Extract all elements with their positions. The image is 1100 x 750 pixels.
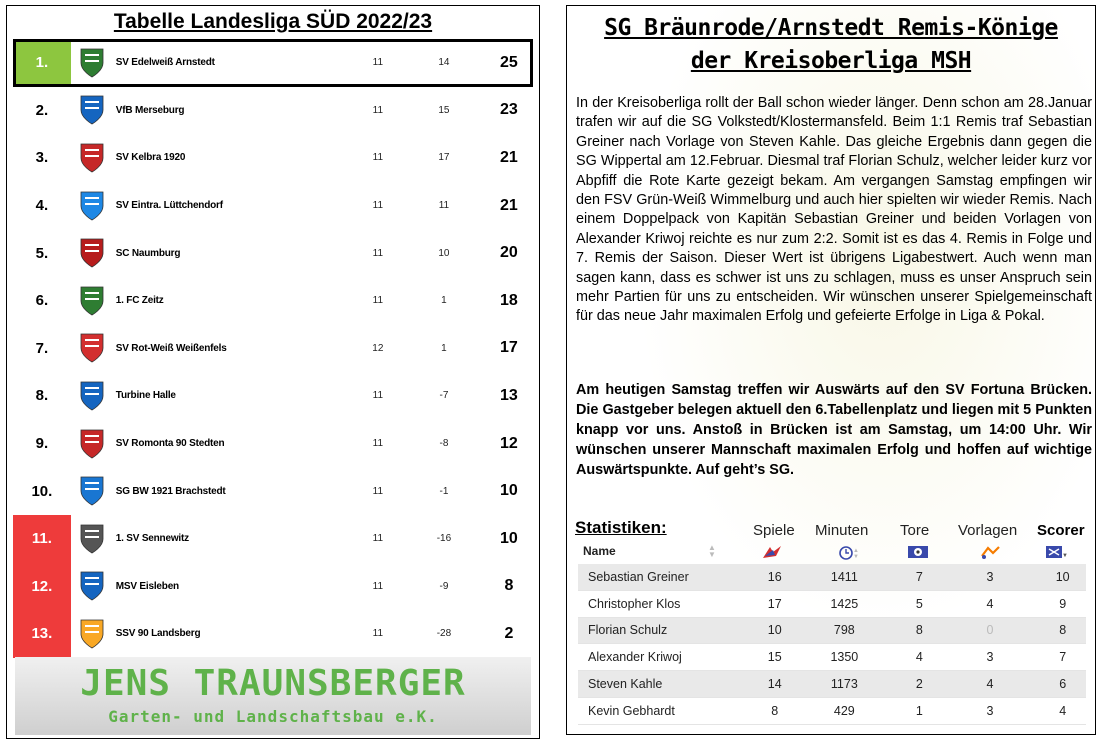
points: 2 xyxy=(504,624,514,642)
stats-row xyxy=(578,644,1086,671)
goal-difference: 10 xyxy=(438,247,450,259)
league-table-panel xyxy=(6,5,540,739)
stats-row xyxy=(578,698,1086,725)
stat-minutes: 1350 xyxy=(830,650,859,665)
stat-games: 15 xyxy=(767,650,782,665)
stats-row xyxy=(578,564,1086,591)
stat-goals: 4 xyxy=(915,650,923,665)
goals-icon xyxy=(907,544,929,560)
league-table-row xyxy=(13,277,533,325)
stat-games: 17 xyxy=(767,596,782,611)
points: 12 xyxy=(500,434,518,452)
stat-minutes: 1425 xyxy=(830,596,859,611)
rank-cell: 6. xyxy=(35,292,49,310)
club-crest-icon xyxy=(79,474,106,508)
team-name: SG BW 1921 Brachstedt xyxy=(115,485,226,497)
stat-assists: 3 xyxy=(986,703,994,718)
goal-difference: 17 xyxy=(438,152,450,164)
stats-row xyxy=(578,618,1086,645)
games-played: 11 xyxy=(372,104,384,116)
league-table-row xyxy=(13,182,533,230)
club-crest-icon xyxy=(79,189,106,223)
stat-goals: 5 xyxy=(915,596,923,611)
rank-cell: 2. xyxy=(35,101,49,119)
stat-scorer: 9 xyxy=(1059,596,1067,611)
stats-row xyxy=(578,591,1086,618)
stat-goals: 1 xyxy=(915,703,923,718)
rank-cell: 8. xyxy=(35,387,49,405)
scorer-icon xyxy=(1045,544,1067,560)
player-name: Florian Schulz xyxy=(588,623,668,638)
article-title-line-1: SG Bräunrode/Arnstedt Remis-Könige xyxy=(604,15,1058,41)
games-played: 11 xyxy=(372,295,384,307)
goal-difference: -8 xyxy=(439,438,449,450)
league-table-row xyxy=(13,467,533,515)
stat-games: 10 xyxy=(767,623,782,638)
league-table-row xyxy=(13,610,533,658)
points: 17 xyxy=(500,339,518,357)
stat-minutes: 429 xyxy=(833,703,855,718)
goal-difference: -9 xyxy=(439,580,449,592)
stat-games: 8 xyxy=(771,703,779,718)
points: 10 xyxy=(500,482,518,500)
assists-icon xyxy=(980,544,1002,560)
stat-assists: 3 xyxy=(986,569,994,584)
league-table xyxy=(13,39,533,658)
stat-goals: 8 xyxy=(915,623,923,638)
club-crest-icon xyxy=(79,236,106,270)
rank-cell: 11. xyxy=(13,515,71,563)
games-played: 11 xyxy=(372,57,384,69)
points: 23 xyxy=(500,101,518,119)
club-crest-icon xyxy=(79,331,106,365)
sponsor-banner xyxy=(15,657,531,735)
team-name: SSV 90 Landsberg xyxy=(115,628,201,640)
team-name: SV Rot-Weiß Weißenfels xyxy=(115,342,227,354)
rank-cell: 5. xyxy=(35,244,49,262)
stat-scorer: 4 xyxy=(1059,703,1067,718)
league-table-row xyxy=(13,229,533,277)
goal-difference: 1 xyxy=(441,295,447,307)
team-name: SC Naumburg xyxy=(115,247,181,259)
minutes-icon xyxy=(837,544,859,560)
col-name-header[interactable]: Name xyxy=(583,544,616,558)
games-played: 11 xyxy=(372,390,384,402)
games-played: 11 xyxy=(372,485,384,497)
stat-scorer: 7 xyxy=(1059,650,1067,665)
games-played: 12 xyxy=(372,342,384,354)
stat-games: 14 xyxy=(767,677,782,692)
player-name: Christopher Klos xyxy=(588,596,681,611)
stat-assists: 4 xyxy=(986,596,994,611)
svg-text:▼: ▼ xyxy=(1062,553,1068,559)
league-table-row xyxy=(13,372,533,420)
col-scorer-header[interactable]: Scorer xyxy=(1037,522,1085,539)
col-games-header[interactable]: Spiele xyxy=(753,522,795,539)
stat-scorer: 6 xyxy=(1059,677,1067,692)
points: 10 xyxy=(500,529,518,547)
team-name: VfB Merseburg xyxy=(115,104,185,116)
team-name: SV Edelweiß Arnstedt xyxy=(115,57,215,69)
stat-assists: 0 xyxy=(986,623,994,638)
points: 25 xyxy=(500,53,518,71)
stat-minutes: 1173 xyxy=(830,677,858,692)
svg-text:▼: ▼ xyxy=(853,554,859,560)
points: 20 xyxy=(500,244,518,262)
league-table-row xyxy=(13,420,533,468)
stat-scorer: 10 xyxy=(1055,569,1070,584)
stats-table xyxy=(578,564,1086,725)
team-name: 1. SV Sennewitz xyxy=(115,533,189,545)
rank-cell: 1. xyxy=(13,39,71,87)
rank-cell: 4. xyxy=(35,197,49,215)
stat-assists: 4 xyxy=(986,677,994,692)
stat-goals: 2 xyxy=(915,677,923,692)
stats-title: Statistiken: xyxy=(575,518,667,537)
games-played: 11 xyxy=(372,152,384,164)
article-body: In der Kreisoberliga rollt der Ball schon wieder länger. Denn schon am 28.Januar trafen wir auf die SG Volkstedt/Klostermansfeld. Beim 1:1 Remis traf Sebastian Greiner nach Vorlage von Steven Kahle. Das gleiche Ergebnis dann gegen die SG Wippertal am 12.Februar. Diesmal traf Florian Schulz, welcher leider kurz vor Abpfiff die Rote Karte gezeigt bekam. Am vergangen Samstag empfingen wir den FSV Grün-Weiß Wimmelburg und auch hier spielten wir wieder Remis. Nach einem Doppelpack von Kapitän Sebastian Greiner und beiden Vorlagen von Alexander Kriwoj reichte es nur zum 2:2. Somit ist es das 4. Remis in Folge und 7. Remis der Saison. Dieser Wert ist übrigens Ligabestwert. Auch wenn man sagen kann, dass es schwer ist uns zu schlagen, muss es unser Anspruch sein mehr Partien für uns zu entscheiden. Wir wünschen unserer Spielgemeinschaft für das neue Jahr maximalen Erfolg und gefeierte Erfolge in Liga & Pokal. xyxy=(576,95,1092,325)
league-table-row xyxy=(13,563,533,611)
col-assists-header[interactable]: Vorlagen xyxy=(958,522,1018,539)
player-name: Sebastian Greiner xyxy=(588,569,689,584)
points: 8 xyxy=(504,577,514,595)
team-name: SV Romonta 90 Stedten xyxy=(115,438,225,450)
player-name: Kevin Gebhardt xyxy=(588,703,675,718)
article-panel xyxy=(566,5,1096,735)
team-name: SV Eintra. Lüttchendorf xyxy=(115,200,223,212)
club-crest-icon xyxy=(79,522,106,556)
team-name: Turbine Halle xyxy=(115,390,176,402)
points: 21 xyxy=(500,196,518,214)
stat-minutes: 798 xyxy=(833,623,855,638)
player-name: Alexander Kriwoj xyxy=(588,650,682,665)
club-crest-icon xyxy=(79,284,106,318)
points: 18 xyxy=(500,291,518,309)
player-name: Steven Kahle xyxy=(588,677,663,692)
team-name: MSV Eisleben xyxy=(115,580,179,592)
league-table-row xyxy=(13,515,533,563)
rank-cell: 13. xyxy=(13,610,71,658)
rank-cell: 10. xyxy=(31,482,53,500)
club-crest-icon xyxy=(79,141,106,175)
club-crest-icon xyxy=(79,569,106,603)
goal-difference: 15 xyxy=(438,104,450,116)
goal-difference: 11 xyxy=(438,200,450,212)
league-table-title: Tabelle Landesliga SÜD 2022/23 xyxy=(113,10,433,33)
club-crest-icon xyxy=(79,379,106,413)
club-crest-icon xyxy=(79,93,106,127)
col-goals-header[interactable]: Tore xyxy=(900,522,930,539)
article-preview: Am heutigen Samstag treffen wir Auswärts auf den SV Fortuna Brücken. Die Gastgeber belegen aktuell den 6.Tabellenplatz und liegen mit 5 Punkten knapp vor uns. Anstoß in Brücken ist am Samstag, um 14:00 Uhr. Wir wünschen unserer Mannschaft maximalen Erfolg und hoffen auf wichtige Auswärtspunkte. Auf geht’s SG. xyxy=(576,382,1092,478)
sort-arrows-icon[interactable]: ▲ ▼ xyxy=(708,543,716,559)
goal-difference: -7 xyxy=(439,390,449,402)
league-table-row xyxy=(13,87,533,135)
col-minutes-header[interactable]: Minuten xyxy=(815,522,869,539)
games-played: 11 xyxy=(372,438,384,450)
rank-cell: 12. xyxy=(13,563,71,611)
games-played: 11 xyxy=(372,247,384,259)
sponsor-name: JENS TRAUNSBERGER xyxy=(80,663,466,704)
goal-difference: 1 xyxy=(441,342,447,354)
stat-minutes: 1411 xyxy=(830,569,858,584)
team-name: SV Kelbra 1920 xyxy=(115,152,186,164)
games-played: 11 xyxy=(372,533,384,545)
stat-scorer: 8 xyxy=(1059,623,1067,638)
rank-cell: 7. xyxy=(35,339,49,357)
goal-difference: -28 xyxy=(436,628,452,640)
club-crest-icon xyxy=(79,46,106,80)
league-table-row xyxy=(13,134,533,182)
points: 13 xyxy=(500,386,518,404)
points: 21 xyxy=(500,148,518,166)
league-table-row xyxy=(13,39,533,87)
goal-difference: -1 xyxy=(439,485,449,497)
sponsor-subtitle: Garten- und Landschaftsbau e.K. xyxy=(108,707,438,726)
games-played: 11 xyxy=(372,628,384,640)
club-crest-icon xyxy=(79,427,106,461)
club-crest-icon xyxy=(79,617,106,651)
svg-text:▲: ▲ xyxy=(853,548,859,554)
article-title xyxy=(567,12,1095,78)
rank-cell: 9. xyxy=(35,435,49,453)
goal-difference: 14 xyxy=(438,57,450,69)
stat-assists: 3 xyxy=(986,650,994,665)
games-played: 11 xyxy=(372,200,384,212)
stat-goals: 7 xyxy=(915,569,923,584)
league-table-row xyxy=(13,325,533,373)
stat-games: 16 xyxy=(767,569,782,584)
games-played: 11 xyxy=(372,580,384,592)
rank-cell: 3. xyxy=(35,149,49,167)
goal-difference: -16 xyxy=(436,533,452,545)
team-name: 1. FC Zeitz xyxy=(115,295,164,307)
article-title-line-2: der Kreisoberliga MSH xyxy=(690,48,972,74)
games-icon xyxy=(761,544,783,560)
stats-row xyxy=(578,671,1086,698)
